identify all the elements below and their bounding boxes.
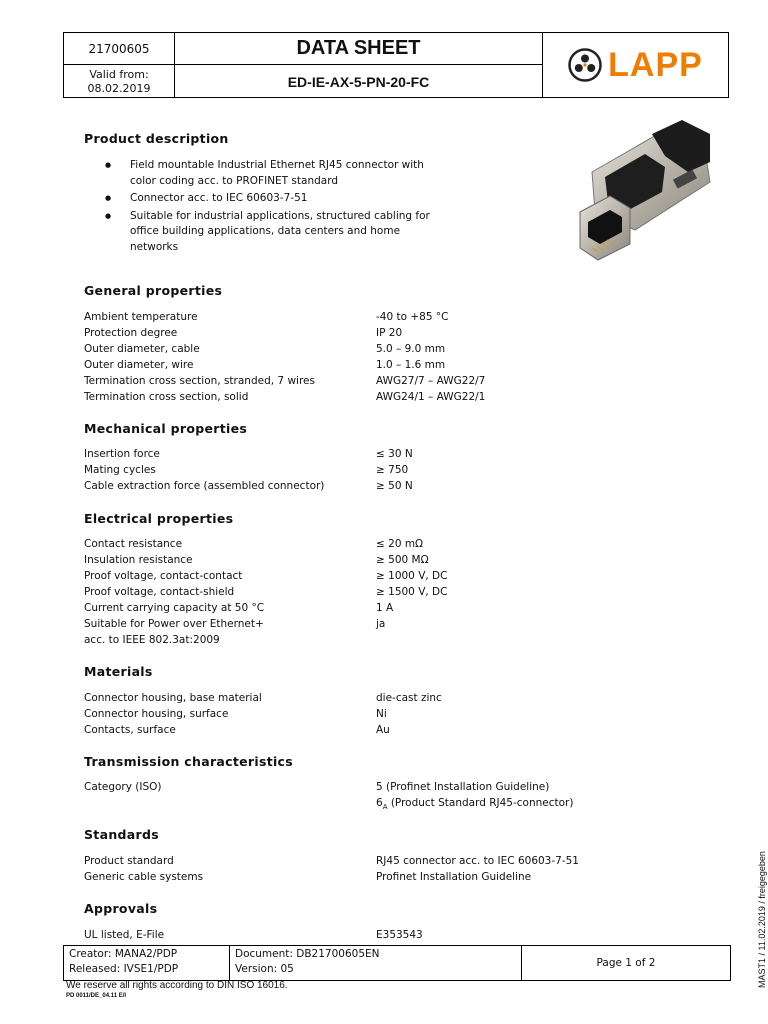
table-row (84, 389, 644, 405)
row-value: 5.0 – 9.0 mm (376, 343, 446, 355)
logo-text: LAPP (608, 45, 703, 84)
section-heading-transmission: Transmission characteristics (84, 754, 294, 769)
table-row (84, 341, 644, 357)
section-heading-standards: Standards (84, 827, 159, 842)
category-note: (Product Standard RJ45-connector) (387, 797, 574, 809)
row-label: Contacts, surface (84, 724, 176, 736)
section-heading-general: General properties (84, 283, 223, 298)
page-number: Page 1 of 2 (596, 957, 656, 969)
valid-from (64, 65, 175, 98)
row-label: Protection degree (84, 327, 178, 339)
row-value: E353543 (376, 929, 423, 941)
released: Released: IVSE1/PDP (69, 963, 179, 975)
table-row (84, 779, 644, 795)
row-label: Suitable for Power over Ethernet+ (84, 618, 264, 630)
product-description-list (105, 158, 435, 257)
row-label: Termination cross section, solid (84, 391, 249, 403)
release-stamp: MAST1 / 11.02.2019 / freigegeben (757, 851, 767, 988)
document-id: Document: DB21700605EN (235, 948, 380, 960)
row-label: Proof voltage, contact-shield (84, 586, 235, 598)
section-heading-mechanical: Mechanical properties (84, 421, 248, 436)
row-value: IP 20 (376, 327, 403, 339)
rights-notice: We reserve all rights according to DIN ISO 16016. (66, 980, 288, 991)
row-label: Current carrying capacity at 50 °C (84, 602, 265, 614)
row-value: ≥ 500 MΩ (376, 554, 429, 566)
row-value: 1 A (376, 602, 394, 614)
list-item: ● Suitable for industrial applications, structured cabling for office building applications, data centers and home networks (105, 209, 435, 256)
product-image-rj45-connector (570, 112, 720, 262)
row-label: Insulation resistance (84, 554, 193, 566)
table-row (84, 478, 644, 494)
cable-cross-section-icon (568, 48, 602, 82)
category-value: 6 (376, 797, 383, 809)
row-label: Product standard (84, 855, 174, 867)
row-value: ≤ 20 mΩ (376, 538, 424, 550)
creator: Creator: MANA2/PDP (69, 948, 178, 960)
row-label: Contact resistance (84, 538, 183, 550)
table-row (84, 373, 644, 389)
row-label: Ambient temperature (84, 311, 198, 323)
table-row (84, 462, 644, 478)
row-label: UL listed, E-File (84, 929, 165, 941)
row-value: AWG27/7 – AWG22/7 (376, 375, 486, 387)
list-item: ● Connector acc. to IEC 60603-7-51 (105, 191, 435, 207)
row-label: Connector housing, base material (84, 692, 262, 704)
table-row (84, 795, 644, 811)
section-heading-product-description: Product description (84, 131, 229, 146)
table-row (84, 357, 644, 373)
table-row (84, 552, 644, 568)
row-label: Insertion force (84, 448, 160, 460)
form-code: PD 0011/DE_04.11 E/I (66, 993, 127, 999)
footer-creator-cell (64, 946, 230, 980)
row-label: Connector housing, surface (84, 708, 229, 720)
row-label: Category (ISO) (84, 781, 162, 793)
row-label: Outer diameter, cable (84, 343, 200, 355)
table-row (84, 325, 644, 341)
header-table (63, 32, 729, 98)
row-value: ≥ 750 (376, 464, 409, 476)
list-item: ● Field mountable Industrial Ethernet RJ45 connector with color coding acc. to PROFINET standard (105, 158, 435, 189)
row-value: die-cast zinc (376, 692, 442, 704)
table-row (84, 853, 644, 869)
valid-from-date: 08.02.2019 (87, 81, 151, 95)
row-label: Outer diameter, wire (84, 359, 194, 371)
table-row (84, 927, 644, 943)
lapp-logo (543, 33, 728, 97)
table-row (84, 584, 644, 600)
row-value: Profinet Installation Guideline (376, 871, 532, 883)
table-row (84, 722, 644, 738)
row-label: Proof voltage, contact-contact (84, 570, 243, 582)
page-title: DATA SHEET (175, 33, 543, 65)
row-label: Generic cable systems (84, 871, 204, 883)
row-value (376, 795, 573, 815)
version: Version: 05 (235, 963, 294, 975)
footer-table (63, 945, 731, 981)
section-heading-electrical: Electrical properties (84, 511, 234, 526)
document-number: 21700605 (64, 33, 175, 65)
table-row (84, 632, 644, 648)
table-row (84, 536, 644, 552)
row-value: 5 (Profinet Installation Guideline) (376, 781, 550, 793)
row-value: ≤ 30 N (376, 448, 413, 460)
row-value: Ni (376, 708, 387, 720)
row-value: -40 to +85 °C (376, 311, 449, 323)
footer-document-cell (230, 946, 522, 980)
category-subscript: A (382, 803, 388, 812)
row-value: RJ45 connector acc. to IEC 60603-7-51 (376, 855, 579, 867)
table-row (84, 706, 644, 722)
section-heading-approvals: Approvals (84, 901, 158, 916)
row-value: AWG24/1 – AWG22/1 (376, 391, 486, 403)
row-value: ≥ 1500 V, DC (376, 586, 448, 598)
row-label: Cable extraction force (assembled connector) (84, 480, 325, 492)
table-row (84, 309, 644, 325)
row-label: Termination cross section, stranded, 7 wires (84, 375, 315, 387)
row-value: Au (376, 724, 390, 736)
table-row (84, 690, 644, 706)
row-value: ja (376, 618, 386, 630)
section-heading-materials: Materials (84, 664, 153, 679)
table-row (84, 616, 644, 632)
row-value: ≥ 1000 V, DC (376, 570, 448, 582)
table-row (84, 568, 644, 584)
table-row (84, 600, 644, 616)
row-value: ≥ 50 N (376, 480, 413, 492)
valid-from-label: Valid from: (89, 67, 149, 81)
row-value: 1.0 – 1.6 mm (376, 359, 446, 371)
table-row (84, 869, 644, 885)
row-label: acc. to IEEE 802.3at:2009 (84, 634, 220, 646)
product-code: ED-IE-AX-5-PN-20-FC (175, 65, 543, 98)
row-label: Mating cycles (84, 464, 156, 476)
table-row (84, 446, 644, 462)
